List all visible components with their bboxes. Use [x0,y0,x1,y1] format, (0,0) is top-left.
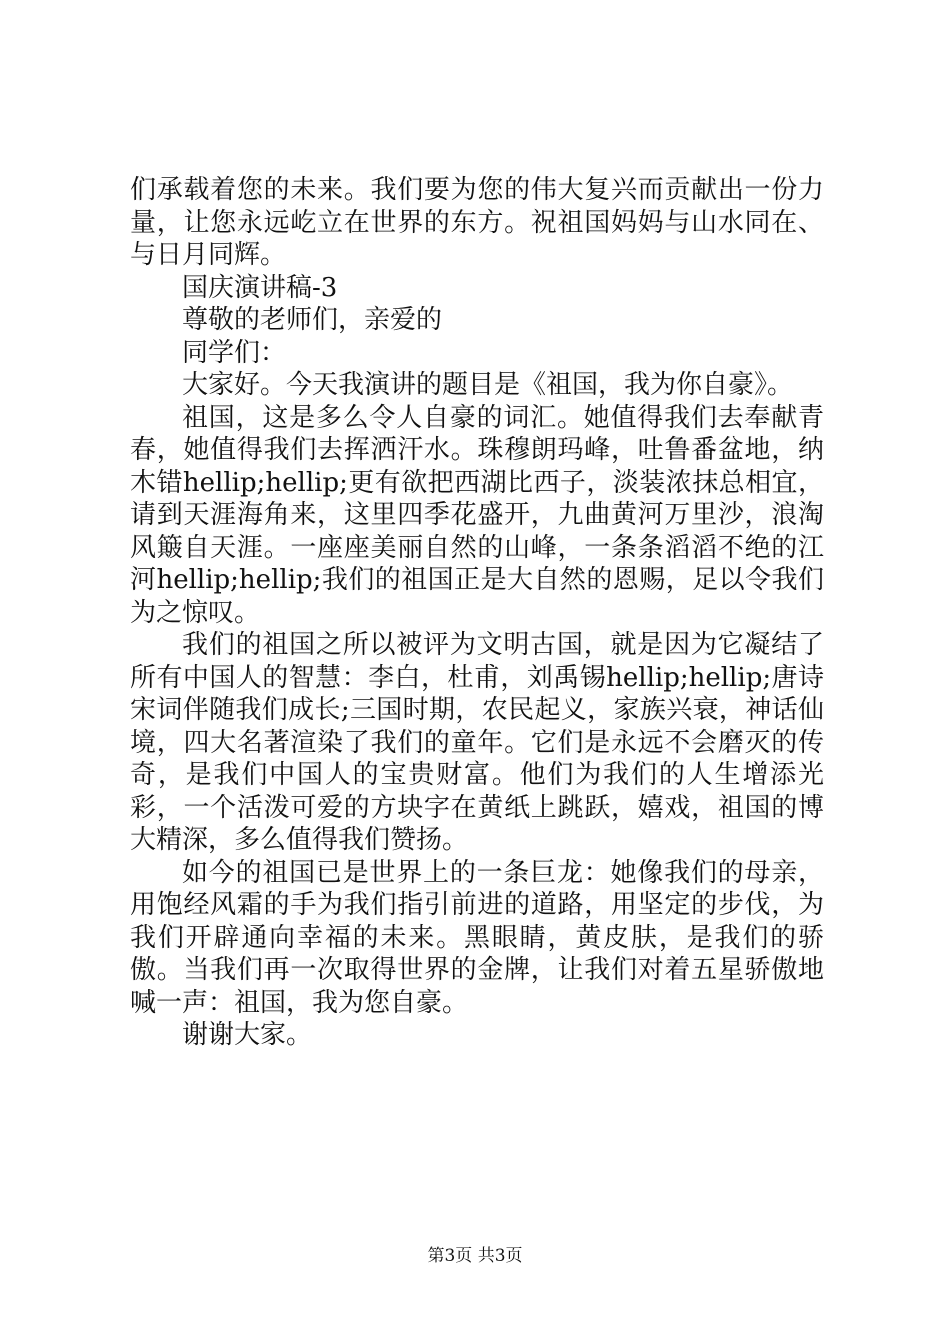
closing-thanks: 谢谢大家。 [182,1020,313,1050]
salutation-line-2: 同学们： [182,337,287,368]
document-body [130,174,824,1052]
greeting-paragraph: 大家好。今天我演讲的题目是《祖国，我为你自豪》。 [182,370,794,400]
page-number-footer: 第3页 共3页 [427,1246,523,1266]
paragraph-dragon: 如今的祖国已是世界上的一条巨龙：她像我们的母亲，用饱经风霜的手为我们指引前进的道路，用坚定的步伐，为我们开辟通向幸福的未来。黑眼睛，黄皮肤，是我们的骄傲。当我们再一次取得世界的金牌，让我们对着五星骄傲地喊一声：祖国，我为您自豪。 [130,857,824,1018]
paragraph-continuation: 们承载着您的未来。我们要为您的伟大复兴而贡献出一份力量，让您永远屹立在世界的东方。祝祖国妈妈与山水同在、与日月同辉。 [130,175,824,270]
salutation-line-1: 尊敬的老师们，亲爱的 [182,305,443,335]
paragraph-civilization: 我们的祖国之所以被评为文明古国，就是因为它凝结了所有中国人的智慧：李白，杜甫，刘禹锡hellip;hellip;唐诗宋词伴随我们成长;三国时期，农民起义，家族兴衰，神话仙境，四大名著渲染了我们的童年。它们是永远不会磨灭的传奇，是我们中国人的宝贵财富。他们为我们的人生增添光彩，一个活泼可爱的方块字在黄纸上跳跃，嬉戏，祖国的博大精深，多么值得我们赞扬。 [130,630,824,855]
speech-title: 国庆演讲稿-3 [182,272,338,303]
paragraph-motherland: 祖国，这是多么令人自豪的词汇。她值得我们去奉献青春，她值得我们去挥洒汗水。珠穆朗玛峰，吐鲁番盆地，纳木错hellip;hellip;更有欲把西湖比西子，淡装浓抹总相宜，请到天涯海角来，这里四季花盛开，九曲黄河万里沙，浪淘风簸自天涯。一座座美丽自然的山峰，一条条滔滔不绝的江河hellip;hellip;我们的祖国正是大自然的恩赐，足以令我们为之惊叹。 [130,402,824,628]
